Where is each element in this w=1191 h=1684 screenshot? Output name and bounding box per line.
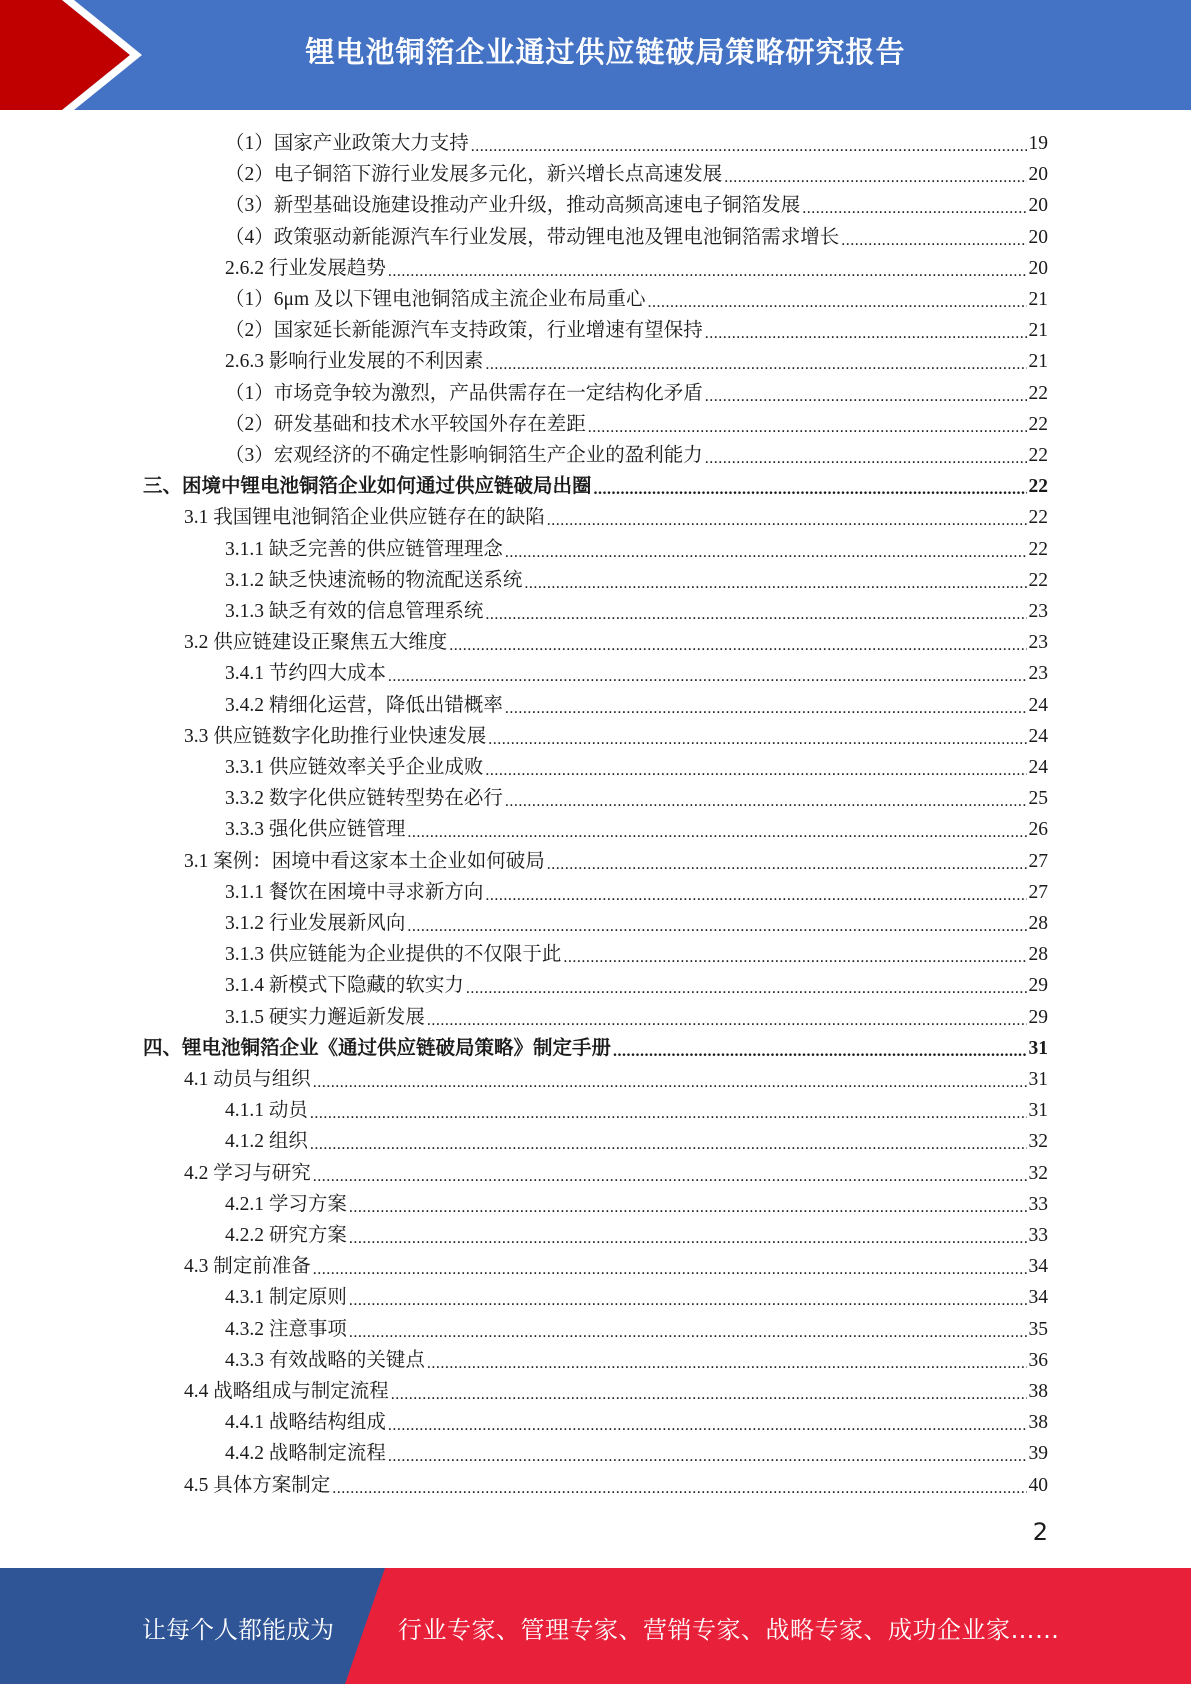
toc-entry-title: （1）市场竞争较为激烈，产品供需存在一定结构化矛盾: [225, 382, 703, 404]
toc-entry-title: 4.1.1 动员: [225, 1100, 308, 1122]
toc-entry-title: （3）新型基础设施建设推动产业升级，推动高频高速电子铜箔发展: [225, 195, 801, 217]
toc-entry-title: （4）政策驱动新能源汽车行业发展，带动锂电池及锂电池铜箔需求增长: [225, 226, 840, 248]
toc-entry-title: 3.1.2 缺乏快速流畅的物流配送系统: [225, 569, 523, 591]
toc-entry-page: 20: [1028, 226, 1048, 248]
toc-entry-title: 四、锂电池铜箔企业《通过供应链破局策略》制定手册: [143, 1037, 612, 1059]
toc-dot-leader: [802, 190, 1026, 221]
toc-entry[interactable]: [143, 471, 1048, 502]
toc-entry-title: 4.5 具体方案制定: [184, 1474, 331, 1496]
toc-entry-title: （2）电子铜箔下游行业发展多元化，新兴增长点高速发展: [225, 164, 723, 186]
toc-entry-page: 29: [1028, 1006, 1048, 1028]
toc-entry[interactable]: [225, 1438, 1048, 1469]
toc-dot-leader: [648, 284, 1027, 315]
toc-entry-title: 2.6.3 影响行业发展的不利因素: [225, 351, 484, 373]
toc-entry[interactable]: [184, 627, 1048, 658]
toc-entry-title: 4.1.2 组织: [225, 1131, 308, 1153]
footer-slogan-left: 让每个人都能成为: [142, 1616, 334, 1644]
toc-entry-title: 3.1.4 新模式下隐藏的软实力: [225, 975, 464, 997]
toc-entry[interactable]: [225, 939, 1048, 970]
toc-dot-leader: [313, 1064, 1027, 1095]
toc-entry-title: 3.1.3 缺乏有效的信息管理系统: [225, 601, 484, 622]
toc-entry[interactable]: [225, 1189, 1048, 1220]
toc-entry[interactable]: [225, 1407, 1048, 1438]
toc-entry-page: 33: [1028, 1225, 1048, 1246]
toc-entry-title: 3.3.3 强化供应链管理: [225, 819, 406, 841]
toc-dot-leader: [449, 627, 1026, 658]
toc-entry-page: 21: [1028, 351, 1048, 373]
toc-dot-leader: [547, 846, 1027, 877]
toc-entry-title: （1）国家产业政策大力支持: [225, 133, 469, 154]
toc-entry-page: 32: [1028, 1162, 1048, 1184]
toc-dot-leader: [313, 1251, 1027, 1282]
toc-entry[interactable]: [225, 284, 1048, 315]
toc-entry-page: 20: [1028, 257, 1048, 279]
toc-entry-title: 2.6.2 行业发展趋势: [225, 257, 386, 279]
toc-entry-title: （3）宏观经济的不确定性影响铜箔生产企业的盈利能力: [225, 445, 703, 466]
toc-entry-title: 4.4.1 战略结构组成: [225, 1412, 386, 1434]
toc-entry-title: 4.2.2 研究方案: [225, 1225, 347, 1246]
toc-entry-title: 4.3.1 制定原则: [225, 1287, 347, 1309]
toc-dot-leader: [505, 534, 1027, 565]
toc-entry-title: 4.2.1 学习方案: [225, 1193, 347, 1215]
toc-dot-leader: [485, 346, 1026, 377]
toc-dot-leader: [547, 502, 1027, 533]
toc-entry-title: （2）研发基础和技术水平较国外存在差距: [225, 413, 586, 435]
toc-dot-leader: [613, 1033, 1026, 1064]
toc-entry[interactable]: [184, 1470, 1048, 1501]
toc-dot-leader: [407, 814, 1026, 845]
toc-dot-leader: [391, 1376, 1027, 1407]
toc-dot-leader: [724, 159, 1026, 190]
toc-entry[interactable]: [225, 253, 1048, 284]
toc-entry[interactable]: [225, 128, 1048, 159]
toc-entry-page: 27: [1028, 850, 1048, 872]
page-header: [0, 0, 1191, 110]
toc-entry-title: 4.3 制定前准备: [184, 1256, 311, 1278]
toc-entry-page: 22: [1028, 445, 1048, 466]
footer-slogan-right: 行业专家、管理专家、营销专家、战略专家、成功企业家……: [398, 1616, 1060, 1644]
toc-entry-title: 3.3.1 供应链效率关乎企业成败: [225, 757, 484, 778]
toc-entry[interactable]: [225, 159, 1048, 190]
toc-entry-page: 22: [1028, 538, 1048, 560]
toc-entry-page: 27: [1028, 881, 1048, 903]
toc-entry-page: 29: [1028, 975, 1048, 997]
toc-entry-page: 23: [1028, 663, 1048, 685]
toc-entry-page: 35: [1028, 1318, 1048, 1340]
toc-entry[interactable]: [225, 346, 1048, 377]
toc-entry-title: 4.4.2 战略制定流程: [225, 1443, 386, 1465]
toc-entry-page: 31: [1028, 1100, 1048, 1122]
toc-entry[interactable]: [225, 1095, 1048, 1126]
toc-entry-title: 3.1.3 供应链能为企业提供的不仅限于此: [225, 944, 562, 966]
toc-entry-page: 28: [1028, 944, 1048, 966]
toc-entry-title: 4.3.3 有效战略的关键点: [225, 1349, 425, 1371]
toc-dot-leader: [841, 222, 1026, 253]
toc-dot-leader: [349, 1220, 1027, 1251]
toc-dot-leader: [563, 939, 1026, 970]
toc-dot-leader: [485, 752, 1026, 783]
toc-dot-leader: [588, 409, 1027, 440]
toc-entry[interactable]: [225, 190, 1048, 221]
toc-entry-title: 3.3 供应链数字化助推行业快速发展: [184, 725, 487, 747]
toc-dot-leader: [388, 1438, 1027, 1469]
toc-entry-title: 3.4.1 节约四大成本: [225, 663, 386, 685]
toc-dot-leader: [388, 1407, 1027, 1438]
toc-entry[interactable]: [225, 222, 1048, 253]
toc-entry-page: 32: [1028, 1131, 1048, 1153]
toc-entry-page: 25: [1028, 788, 1048, 810]
toc-entry[interactable]: [184, 846, 1048, 877]
toc-dot-leader: [427, 1345, 1027, 1376]
toc-entry-page: 26: [1028, 819, 1048, 841]
toc-entry[interactable]: [225, 565, 1048, 596]
toc-entry-page: 31: [1028, 1069, 1048, 1090]
toc-entry-title: 3.1.5 硬实力邂逅新发展: [225, 1006, 425, 1028]
toc-entry-page: 38: [1028, 1412, 1048, 1434]
toc-dot-leader: [485, 596, 1026, 627]
toc-entry[interactable]: [225, 1126, 1048, 1157]
toc-entry-page: 38: [1028, 1381, 1048, 1402]
toc-entry[interactable]: [225, 1314, 1048, 1345]
toc-entry[interactable]: [225, 877, 1048, 908]
toc-entry[interactable]: [225, 658, 1048, 689]
toc-entry-page: 22: [1028, 507, 1048, 529]
page-footer: [0, 1568, 1191, 1684]
toc-dot-leader: [388, 253, 1027, 284]
toc-entry-page: 21: [1028, 320, 1048, 342]
toc-dot-leader: [594, 471, 1027, 502]
toc-dot-leader: [310, 1126, 1027, 1157]
toc-entry[interactable]: [225, 1345, 1048, 1376]
toc-entry[interactable]: [225, 690, 1048, 721]
toc-dot-leader: [349, 1282, 1027, 1313]
toc-entry[interactable]: [143, 1033, 1048, 1064]
toc-entry[interactable]: [225, 596, 1048, 627]
toc-dot-leader: [388, 658, 1027, 689]
toc-dot-leader: [524, 565, 1026, 596]
toc-entry-page: 22: [1028, 382, 1048, 404]
page-number: 2: [1032, 1518, 1048, 1546]
toc-entry[interactable]: [225, 409, 1048, 440]
toc-entry-page: 21: [1028, 289, 1048, 310]
toc-entry-title: （1）6μm 及以下锂电池铜箔成主流企业布局重心: [225, 289, 646, 310]
toc-dot-leader: [427, 1002, 1027, 1033]
toc-entry-page: 24: [1028, 725, 1048, 747]
toc-dot-leader: [466, 970, 1027, 1001]
toc-entry[interactable]: [184, 1251, 1048, 1282]
toc-entry[interactable]: [225, 752, 1048, 783]
toc-entry[interactable]: [225, 1282, 1048, 1313]
toc-dot-leader: [407, 908, 1026, 939]
toc-entry-page: 36: [1028, 1349, 1048, 1371]
toc-entry-page: 22: [1028, 569, 1048, 591]
toc-dot-leader: [349, 1314, 1027, 1345]
toc-entry-page: 40: [1028, 1474, 1048, 1496]
toc-entry-title: （2）国家延长新能源汽车支持政策，行业增速有望保持: [225, 320, 703, 342]
toc-entry[interactable]: [184, 502, 1048, 533]
toc-entry[interactable]: [225, 814, 1048, 845]
toc-entry[interactable]: [225, 1220, 1048, 1251]
toc-entry-page: 24: [1028, 694, 1048, 716]
toc-dot-leader: [705, 378, 1027, 409]
toc-entry-title: 4.4 战略组成与制定流程: [184, 1381, 389, 1402]
toc-entry[interactable]: [184, 1158, 1048, 1189]
toc-entry-page: 20: [1028, 164, 1048, 186]
toc-entry-page: 22: [1028, 413, 1048, 435]
toc-dot-leader: [488, 721, 1026, 752]
toc-entry-page: 28: [1028, 913, 1048, 934]
toc-entry-page: 22: [1028, 476, 1048, 498]
toc-entry[interactable]: [225, 440, 1048, 471]
toc-entry-title: 3.1.1 餐饮在困境中寻求新方向: [225, 881, 484, 903]
toc-entry[interactable]: [225, 315, 1048, 346]
toc-entry-title: 3.1.2 行业发展新风向: [225, 913, 406, 934]
toc-entry[interactable]: [225, 378, 1048, 409]
toc-dot-leader: [310, 1095, 1027, 1126]
toc-entry-page: 23: [1028, 601, 1048, 622]
toc-entry-title: 3.3.2 数字化供应链转型势在必行: [225, 788, 503, 810]
toc-entry[interactable]: [184, 721, 1048, 752]
toc-dot-leader: [471, 128, 1027, 159]
toc-dot-leader: [505, 783, 1027, 814]
toc-entry-title: 三、困境中锂电池铜箔企业如何通过供应链破局出圈: [143, 476, 592, 498]
toc-entry[interactable]: [225, 783, 1048, 814]
toc-dot-leader: [485, 877, 1026, 908]
toc-entry-page: 34: [1028, 1256, 1048, 1278]
toc-entry-title: 4.1 动员与组织: [184, 1069, 311, 1090]
toc-entry[interactable]: [225, 1002, 1048, 1033]
toc-dot-leader: [349, 1189, 1027, 1220]
toc-entry[interactable]: [184, 1064, 1048, 1095]
toc-entry-title: 4.3.2 注意事项: [225, 1318, 347, 1340]
toc-entry[interactable]: [184, 1376, 1048, 1407]
toc-entry-title: 3.1.1 缺乏完善的供应链管理理念: [225, 538, 503, 560]
toc-entry[interactable]: [225, 534, 1048, 565]
toc-dot-leader: [705, 440, 1027, 471]
toc-entry-title: 4.2 学习与研究: [184, 1162, 311, 1184]
toc-entry-page: 24: [1028, 757, 1048, 778]
toc-entry[interactable]: [225, 908, 1048, 939]
toc-entry-page: 34: [1028, 1287, 1048, 1309]
toc-entry-page: 19: [1028, 133, 1048, 154]
report-title: 锂电池铜箔企业通过供应链破局策略研究报告: [305, 35, 906, 69]
toc-entry-page: 31: [1028, 1037, 1048, 1059]
toc-entry-title: 3.1 案例：困境中看这家本土企业如何破局: [184, 850, 545, 872]
toc-entry-page: 39: [1028, 1443, 1048, 1465]
toc-dot-leader: [313, 1158, 1027, 1189]
toc-entry-page: 23: [1028, 632, 1048, 654]
toc-dot-leader: [332, 1470, 1026, 1501]
toc-entry-page: 20: [1028, 195, 1048, 217]
toc-entry-title: 3.2 供应链建设正聚焦五大维度: [184, 632, 448, 654]
toc-entry-page: 33: [1028, 1193, 1048, 1215]
toc-entry[interactable]: [225, 970, 1048, 1001]
toc-dot-leader: [505, 690, 1027, 721]
toc-entry-title: 3.4.2 精细化运营，降低出错概率: [225, 694, 503, 716]
toc-entry-title: 3.1 我国锂电池铜箔企业供应链存在的缺陷: [184, 507, 545, 529]
toc-dot-leader: [705, 315, 1027, 346]
